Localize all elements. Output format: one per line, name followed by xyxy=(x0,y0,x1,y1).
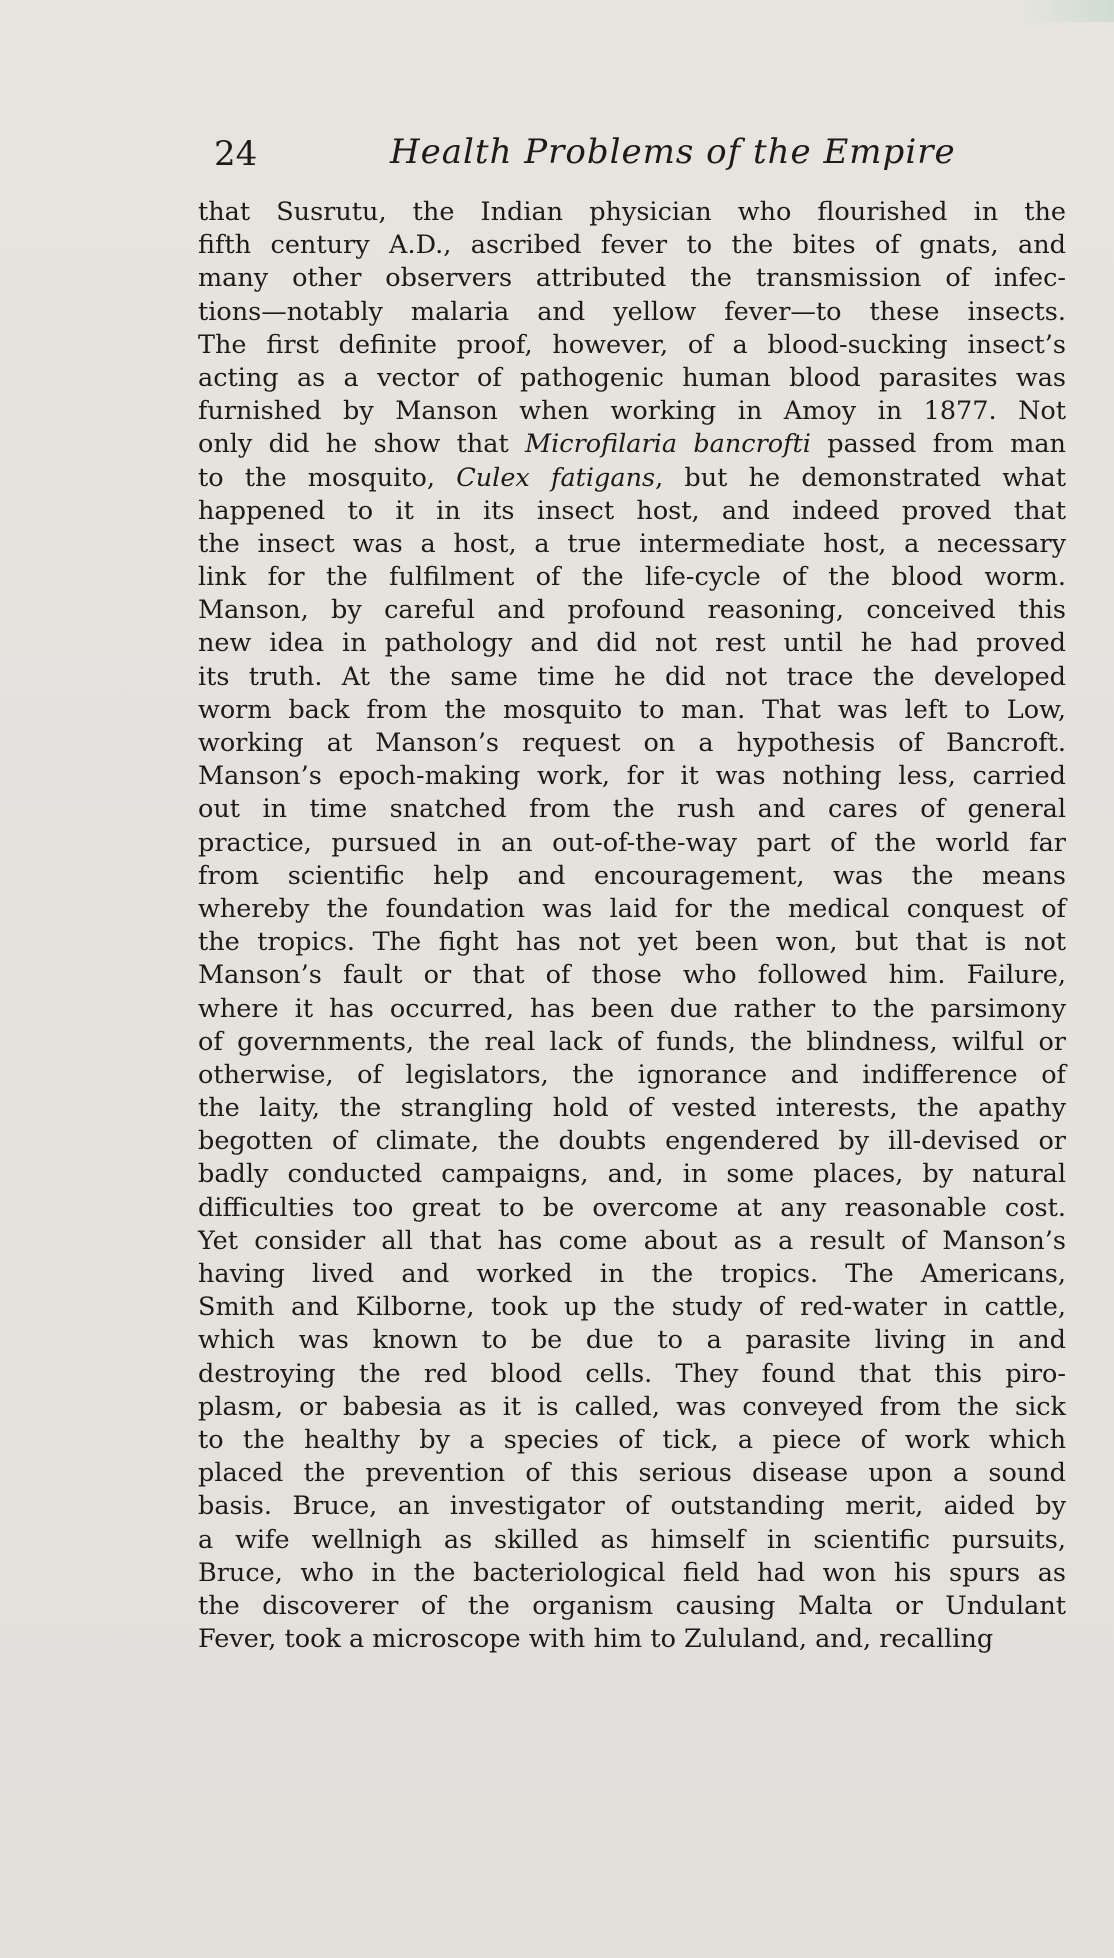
text-line: from scientific help and encouragement, was the means xyxy=(198,860,1066,891)
text-line: having lived and worked in the tropics. The Americans, xyxy=(198,1259,1066,1289)
text-line: difficulties too great to be overcome at any reasonable cost. xyxy=(198,1192,1066,1223)
text-line: which was known to be due to a parasite living in and xyxy=(198,1325,1066,1356)
text-line: a wife wellnigh as skilled as himself in scientific pursuits, xyxy=(198,1524,1066,1555)
text-line: Bruce, who in the bacteriological field had won his spurs as xyxy=(198,1557,1066,1588)
text-line: basis. Bruce, an investigator of outstanding merit, aided by xyxy=(198,1491,1066,1522)
text-line: Yet consider all that has come about as a result of Manson’s xyxy=(198,1225,1066,1256)
running-head xyxy=(214,130,956,176)
text-line: tions—notably malaria and yellow fever—to these insects. xyxy=(198,296,1066,327)
text-line: Smith and Kilborne, took up the study of red-water in cattle, xyxy=(198,1292,1066,1323)
text-line: whereby the foundation was laid for the medical conquest of xyxy=(198,893,1066,924)
text-line: plasm, or babesia as it is called, was conveyed from the sick xyxy=(198,1391,1066,1422)
running-title: Health Problems of the Empire xyxy=(390,132,956,172)
text-line: The first definite proof, however, of a blood-sucking insect’s xyxy=(198,329,1066,360)
species-name: Microfilaria bancrofti xyxy=(525,429,811,460)
text-line: its truth. At the same time he did not trace the developed xyxy=(198,661,1066,692)
text-line: out in time snatched from the rush and cares of general xyxy=(198,794,1066,825)
text-line: happened to it in its insect host, and indeed proved that xyxy=(198,495,1066,526)
text-line: new idea in pathology and did not rest until he had proved xyxy=(198,628,1066,659)
text-line: Fever, took a microscope with him to Zululand, and, recalling xyxy=(198,1624,994,1655)
text-line: many other observers attributed the transmission of infec- xyxy=(198,263,1066,294)
era-abbreviation: A.D. xyxy=(389,230,444,261)
text-line: otherwise, of legislators, the ignorance and indifference of xyxy=(198,1059,1066,1090)
text-line: practice, pursued in an out-of-the-way part of the world far xyxy=(198,827,1066,858)
text-line: the discoverer of the organism causing Malta or Undulant xyxy=(198,1590,1066,1621)
text-line: the tropics. The fight has not yet been won, but that is not xyxy=(198,927,1066,958)
text-line: fifth century A.D., ascribed fever to the bites of gnats, and xyxy=(198,230,1066,261)
body-text xyxy=(198,196,1066,1656)
text-line: Manson, by careful and profound reasoning, conceived this xyxy=(198,595,1066,626)
text-line: link for the fulfilment of the life-cycle of the blood worm. xyxy=(198,562,1066,593)
text-line: Manson’s epoch-making work, for it was nothing less, carried xyxy=(198,761,1066,792)
species-name: Culex fatigans xyxy=(456,462,656,493)
text-line: to the healthy by a species of tick, a piece of work which xyxy=(198,1424,1066,1455)
text-line: worm back from the mosquito to man. That was left to Low, xyxy=(198,694,1066,725)
text-line: destroying the red blood cells. They found that this piro- xyxy=(198,1358,1066,1389)
text-line: begotten of climate, the doubts engendered by ill-devised or xyxy=(198,1126,1066,1157)
text-line: Manson’s fault or that of those who followed him. Failure, xyxy=(198,960,1066,991)
text-line: working at Manson’s request on a hypothesis of Bancroft. xyxy=(198,728,1066,758)
text-line: the laity, the strangling hold of vested interests, the apathy xyxy=(198,1093,1066,1124)
page-number: 24 xyxy=(214,134,258,174)
text-line: placed the prevention of this serious disease upon a sound xyxy=(198,1458,1066,1489)
text-line: acting as a vector of pathogenic human blood parasites was xyxy=(198,362,1066,393)
text-line: only did he show that Microfilaria bancrofti passed from man xyxy=(198,429,1066,460)
text-line: the insect was a host, a true intermediate host, a necessary xyxy=(198,528,1066,559)
text-line: furnished by Manson when working in Amoy in 1877. Not xyxy=(198,396,1066,427)
text-line: badly conducted campaigns, and, in some places, by natural xyxy=(198,1159,1066,1190)
scan-edge-tint xyxy=(1024,0,1114,22)
text-line: to the mosquito, Culex fatigans, but he demonstrated what xyxy=(198,462,1067,493)
text-line: where it has occurred, has been due rather to the parsimony xyxy=(198,993,1066,1024)
text-line: of governments, the real lack of funds, the blindness, wilful or xyxy=(198,1026,1066,1057)
text-line: that Susrutu, the Indian physician who flourished in the xyxy=(198,197,1066,227)
